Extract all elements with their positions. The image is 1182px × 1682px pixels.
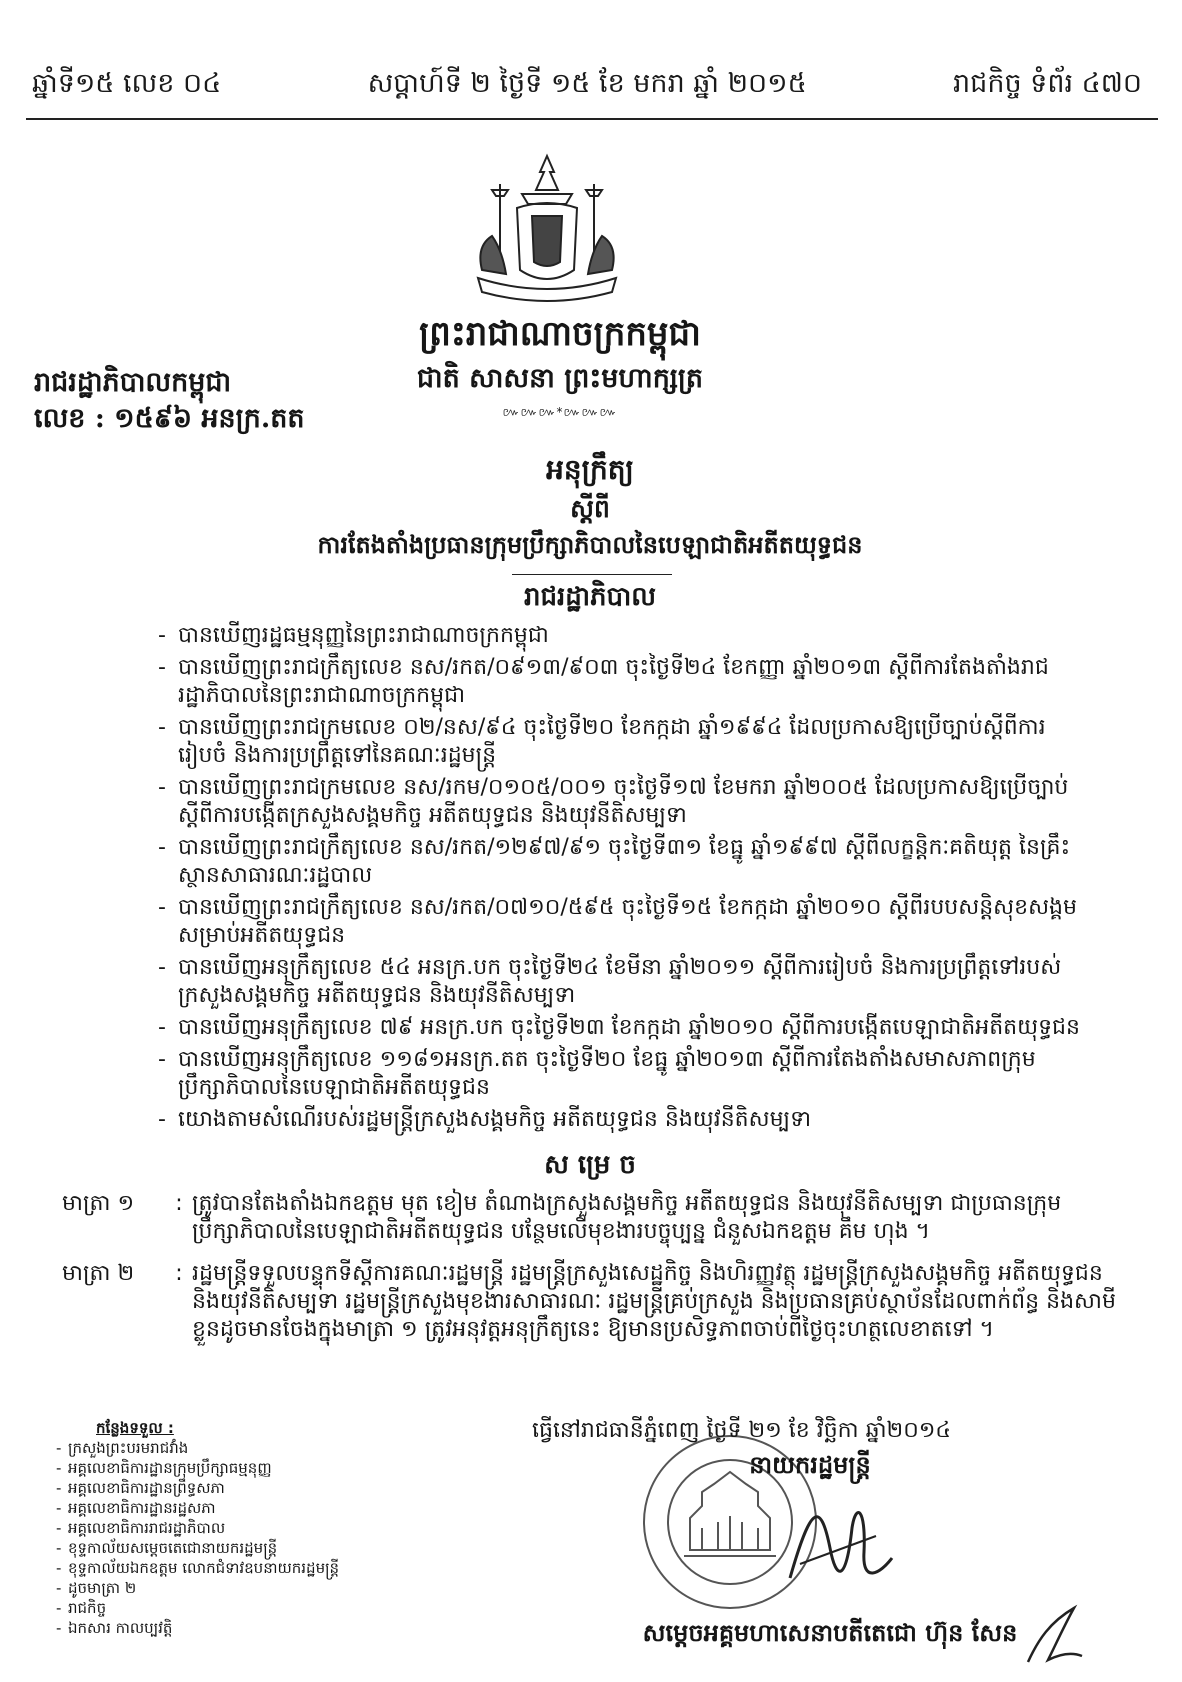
legal-basis-item: - បានឃើញអនុក្រឹត្យលេខ ៥៤ អនក្រ.បក ចុះថ្ងៃទី២៤ ខែមីនា ឆ្នាំ២០១១ ស្តីពីការរៀបចំ និងការប្រព្រឹត្តទៅរបស់ក្រសួងសង្គមកិច្ច អតីតយុទ្ធជន និងយុវនីតិសម្បទា [158, 954, 1088, 1010]
legal-basis-item: - បានឃើញអនុក្រឹត្យលេខ ៧៩ អនក្រ.បក ចុះថ្ងៃទី២៣ ខែកក្កដា ឆ្នាំ២០១០ ស្តីពីការបង្កើតបេឡាជាតិអតីតយុទ្ធជន [158, 1014, 1088, 1042]
royal-coat-of-arms-icon [462, 150, 632, 308]
distribution-item: - អគ្គលេខាធិការរាជរដ្ឋាភិបាល [56, 1518, 496, 1538]
distribution-item: - ខុទ្ទកាល័យសម្តេចតេជោនាយករដ្ឋមន្ត្រី [56, 1538, 496, 1558]
kingdom-name: ព្រះរាជាណាចក្រកម្ពុជា [419, 314, 701, 354]
distribution-item: - ខុទ្ទកាល័យឯកឧត្តម លោកជំទាវឧបនាយករដ្ឋមន្ត្រី [56, 1558, 496, 1578]
legal-basis-item: - បានឃើញព្រះរាជក្រមលេខ ០២/នស/៩៤ ចុះថ្ងៃទី២០ ខែកក្កដា ឆ្នាំ១៩៩៤ ដែលប្រកាសឱ្យប្រើច្បាប់ស្តីពីការរៀបចំ និងការប្រព្រឹត្តទៅនៃគណៈរដ្ឋមន្ត្រី [158, 714, 1088, 770]
gazette-page: រាជកិច្ច ទំព័រ ៤៧០ [953, 67, 1142, 99]
signatory-title: នាយករដ្ឋមន្ត្រី [749, 1450, 871, 1479]
legal-basis-item: - បានឃើញព្រះរាជក្រឹត្យលេខ នស/រកត/១២៩៧/៩១ ចុះថ្ងៃទី៣១ ខែធ្នូ ឆ្នាំ១៩៩៧ ស្តីពីលក្ខន្តិកៈគតិយុត្ត នៃគ្រឹះស្ថានសាធារណៈរដ្ឋបាល [158, 834, 1088, 890]
legal-basis-item: - បានឃើញព្រះរាជក្រឹត្យលេខ នស/រកត/០៩១៣/៩០៣ ចុះថ្ងៃទី២៤ ខែកញ្ញា ឆ្នាំ២០១៣ ស្តីពីការតែងតាំងរាជរដ្ឋាភិបាលនៃព្រះរាជាណាចក្រកម្ពុជា [158, 654, 1088, 710]
gazette-year-issue: ឆ្នាំទី១៥ លេខ ០៤ [32, 67, 222, 99]
header-divider [26, 118, 1158, 120]
article-colon: : [175, 1261, 183, 1286]
article-label: មាត្រា ២ [62, 1261, 135, 1286]
gazette-header [32, 66, 1142, 106]
place-and-date: ធ្វើនៅរាជធានីភ្នំពេញ ថ្ងៃទី ២១ ខែ វិច្ឆិកា ឆ្នាំ២០១៤ [532, 1418, 951, 1443]
distribution-item: - អគ្គលេខាធិការដ្ឋានព្រឹទ្ធសភា [56, 1478, 496, 1498]
article-text: រដ្ឋមន្ត្រីទទួលបន្ទុកទីស្តីការគណៈរដ្ឋមន្ត្រី រដ្ឋមន្ត្រីក្រសួងសេដ្ឋកិច្ច និងហិរញ្ញវត្ថុ រដ្ឋមន្ត្រីក្រសួងសង្គមកិច្ច អតីតយុទ្ធជន និងយុវនីតិសម្បទា រដ្ឋមន្ត្រីក្រសួងមុខងារសាធារណៈ រដ្ឋមន្ត្រីគ្រប់ក្រសួង និងប្រធានគ្រប់ស្ថាប័នដែលពាក់ព័ន្ធ និងសាមីខ្លួនដូចមានចែងក្នុងមាត្រា ១ ត្រូវអនុវត្តអនុក្រឹត្យនេះ ឱ្យមានប្រសិទ្ធភាពចាប់ពីថ្ងៃចុះហត្ថលេខាតទៅ ។ [192, 1261, 1116, 1342]
decides-heading: ស ម្រេ ច [544, 1150, 636, 1180]
legal-basis-item: - បានឃើញព្រះរាជក្រឹត្យលេខ នស/រកត/០៧១០/៥៩៥ ចុះថ្ងៃទី១៥ ខែកក្កដា ឆ្នាំ២០១០ ស្តីពីរបបសន្តិសុខសង្គមសម្រាប់អតីតយុទ្ធជន [158, 894, 1088, 950]
article-1 [62, 1190, 1142, 1246]
distribution-item: - អគ្គលេខាធិការដ្ឋានរដ្ឋសភា [56, 1498, 496, 1518]
legal-basis-item: - បានឃើញរដ្ឋធម្មនុញ្ញនៃព្រះរាជាណាចក្រកម្ពុជា [158, 622, 1088, 650]
issuing-authority: រាជរដ្ឋាភិបាល [523, 582, 657, 612]
article-colon: : [175, 1191, 183, 1216]
national-motto: ជាតិ សាសនា ព្រះមហាក្សត្រ [416, 363, 704, 394]
distribution-item: - រាជកិច្ច [56, 1598, 496, 1618]
document-number: លេខ : ១៥៩៦ អនក្រ.តត [34, 403, 305, 434]
distribution-item: - ដូចមាត្រា ២ [56, 1578, 496, 1598]
title-underline [512, 574, 672, 575]
legal-basis-item: - បានឃើញព្រះរាជក្រមលេខ នស/រកម/០១០៥/០០១ ចុះថ្ងៃទី១៧ ខែមករា ឆ្នាំ២០០៥ ដែលប្រកាសឱ្យប្រើច្បាប់ស្តីពីការបង្កើតក្រសួងសង្គមកិច្ច អតីតយុទ្ធជន និងយុវនីតិសម្បទា [158, 774, 1088, 830]
gazette-week-date: សប្តាហ៍ទី ២ ថ្ងៃទី ១៥ ខែ មករា ឆ្នាំ ២០១៥ [367, 67, 807, 99]
handwritten-signature-icon [780, 1488, 900, 1598]
legal-basis-item: - យោងតាមសំណើរបស់រដ្ឋមន្ត្រីក្រសួងសង្គមកិច្ច អតីតយុទ្ធជន និងយុវនីតិសម្បទា [158, 1106, 1088, 1134]
distribution-title: កន្លែងទទួល : [96, 1419, 174, 1437]
article-label: មាត្រា ១ [62, 1191, 135, 1216]
subject-title: ការតែងតាំងប្រធានក្រុមប្រឹក្សាភិបាលនៃបេឡាជាតិអតីតយុទ្ធជន [317, 530, 863, 559]
distribution-item: - ក្រសួងព្រះបរមរាជវាំង [56, 1438, 496, 1458]
article-text: ត្រូវបានតែងតាំងឯកឧត្តម មុត ខៀម តំណាងក្រសួងសង្គមកិច្ច អតីតយុទ្ធជន និងយុវនីតិសម្បទា ជាប្រធានក្រុមប្រឹក្សាភិបាលនៃបេឡាជាតិអតីតយុទ្ធជន បន្ថែមលើមុខងារបច្ចុប្បន្ន ជំនួសឯកឧត្តម គឹម ហុង ។ [192, 1191, 1062, 1244]
government-name: រាជរដ្ឋាភិបាលកម្ពុជា [34, 367, 232, 398]
about-label: ស្តីពី [570, 494, 610, 523]
initial-mark-icon [1020, 1600, 1090, 1670]
ornament-divider: ៚៚៚*៚៚៚ [502, 405, 618, 419]
distribution-list [56, 1418, 496, 1638]
article-2 [62, 1260, 1142, 1344]
distribution-item: - អគ្គលេខាធិការដ្ឋានក្រុមប្រឹក្សាធម្មនុញ្ញ [56, 1458, 496, 1478]
signatory-name: សម្តេចអគ្គមហាសេនាបតីតេជោ ហ៊ុន សែន [642, 1618, 1018, 1647]
distribution-item: - ឯកសារ កាលប្បវត្តិ [56, 1618, 496, 1638]
document-type-title: អនុក្រឹត្យ [546, 453, 634, 486]
legal-basis-item: - បានឃើញអនុក្រឹត្យលេខ ១១៨១អនក្រ.តត ចុះថ្ងៃទី២០ ខែធ្នូ ឆ្នាំ២០១៣ ស្តីពីការតែងតាំងសមាសភាពក្រុមប្រឹក្សាភិបាលនៃបេឡាជាតិអតីតយុទ្ធជន [158, 1046, 1088, 1102]
legal-basis-list [158, 622, 1088, 1138]
